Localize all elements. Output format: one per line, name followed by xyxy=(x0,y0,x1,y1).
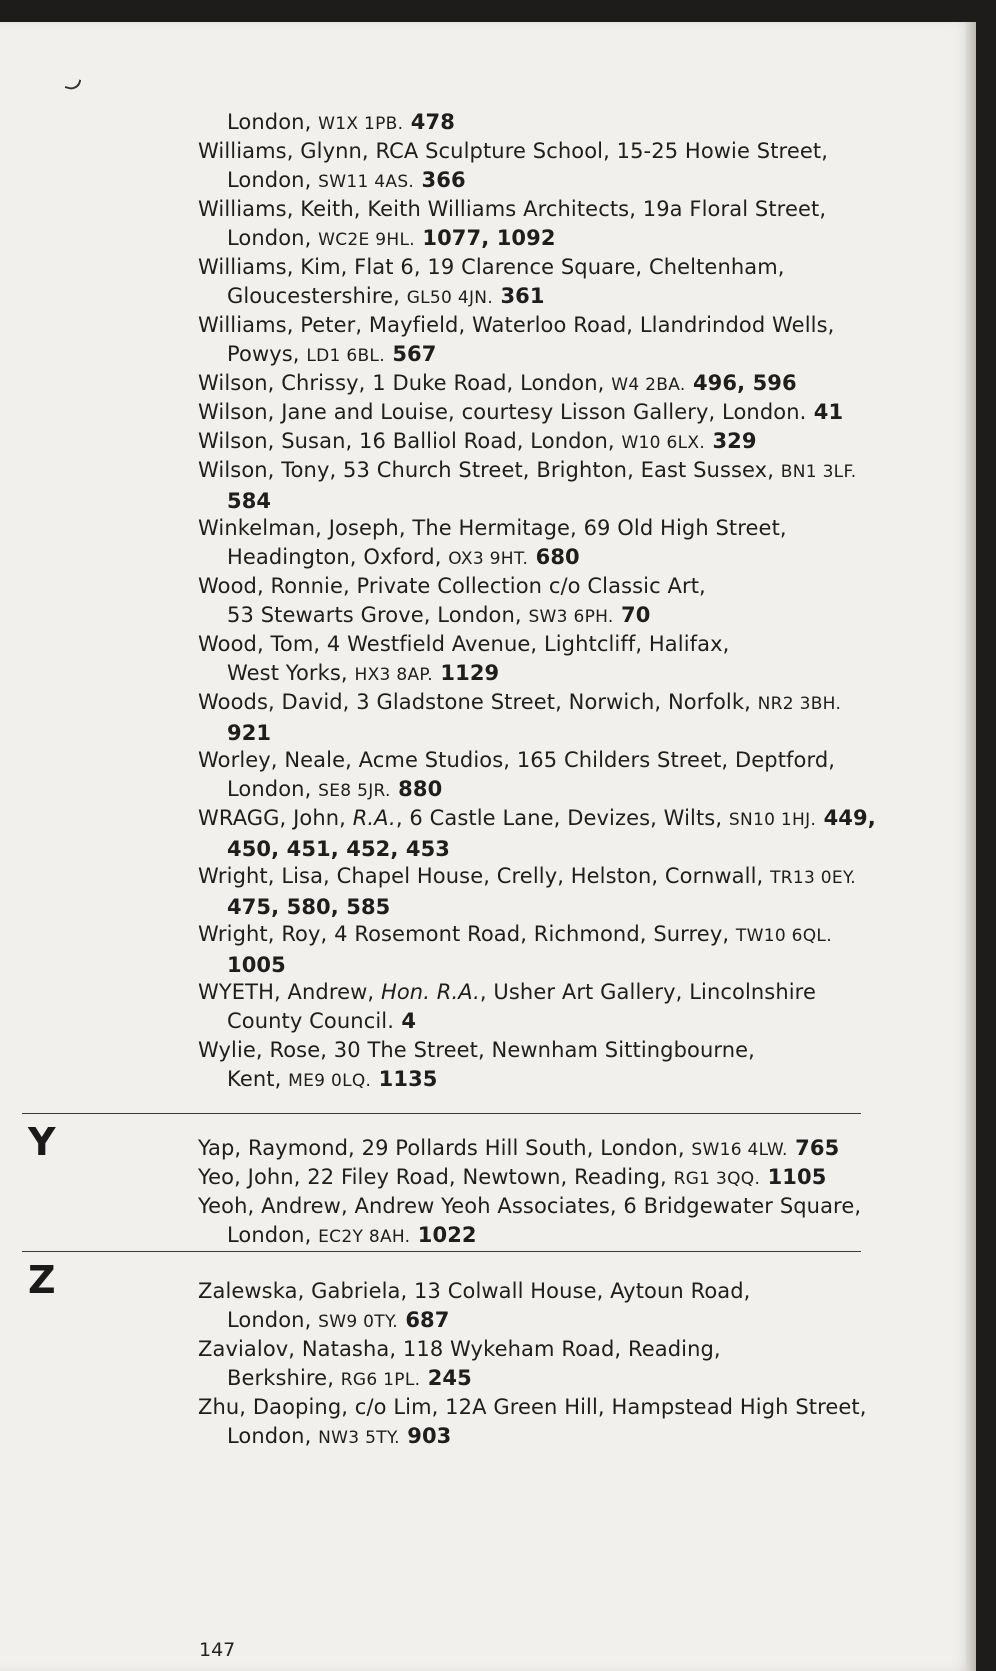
postcode: SN10 1HJ. xyxy=(728,810,817,830)
entry-text: Worley, Neale, Acme Studios, 165 Childers Street, Deptford, xyxy=(198,748,836,772)
entry-text: Winkelman, Joseph, The Hermitage, 69 Old High Street, xyxy=(198,516,787,540)
page-refs: 1077, 1092 xyxy=(414,226,556,250)
postcode: NW3 5TY. xyxy=(318,1428,400,1448)
page-refs: 1022 xyxy=(410,1223,477,1247)
entry-line xyxy=(198,746,835,775)
entry-line xyxy=(198,719,841,748)
entry-text: WRAGG, John, xyxy=(198,806,353,830)
entry-text: Williams, Keith, Keith Williams Architects, 19a Floral Street, xyxy=(198,197,827,221)
entry-text: Williams, Glynn, RCA Sculpture School, 15-25 Howie Street, xyxy=(198,139,828,163)
index-entry xyxy=(198,456,857,516)
postcode: LD1 6BL. xyxy=(306,346,385,366)
entry-text: Yeo, John, 22 Filey Road, Newtown, Reading, xyxy=(198,1165,674,1189)
entry-line xyxy=(198,688,841,719)
postcode: OX3 9HT. xyxy=(448,549,529,569)
entry-line xyxy=(198,311,834,340)
index-entry xyxy=(198,630,729,690)
index-entry xyxy=(198,137,828,197)
entry-line xyxy=(198,1007,816,1036)
page-refs: 449, xyxy=(816,806,876,830)
entry-line xyxy=(198,1393,867,1422)
page-refs: 41 xyxy=(806,400,844,424)
page-refs: 680 xyxy=(528,545,580,569)
index-entry xyxy=(198,311,834,371)
postcode: RG6 1PL. xyxy=(340,1370,421,1390)
entry-line xyxy=(198,572,706,601)
postcode: TW10 6QL. xyxy=(735,926,832,946)
index-entry xyxy=(198,427,757,458)
pencil-mark xyxy=(65,76,82,91)
page-refs: 1005 xyxy=(227,953,286,977)
postcode: EC2Y 8AH. xyxy=(318,1227,411,1247)
entry-title-italic: Hon. R.A. xyxy=(380,980,480,1004)
index-entry xyxy=(198,1335,721,1395)
entry-line xyxy=(198,1192,861,1221)
entry-text: Wood, Ronnie, Private Collection c/o Classic Art, xyxy=(198,574,706,598)
entry-text: Wright, Lisa, Chapel House, Crelly, Helston, Cornwall, xyxy=(198,864,771,888)
entry-text: West Yorks, xyxy=(227,661,355,685)
postcode: WC2E 9HL. xyxy=(318,230,415,250)
index-entry xyxy=(198,398,843,427)
index-entry xyxy=(198,862,856,922)
page-refs: 70 xyxy=(613,603,651,627)
entry-line xyxy=(198,1065,755,1096)
entry-text: London, xyxy=(227,777,319,801)
entry-line xyxy=(198,253,785,282)
entry-line xyxy=(198,1422,867,1453)
page-refs: 765 xyxy=(787,1136,840,1160)
entry-text: Wilson, Chrissy, 1 Duke Road, London, xyxy=(198,371,612,395)
entry-text: Zavialov, Natasha, 118 Wykeham Road, Reading, xyxy=(198,1337,721,1361)
entry-text: Williams, Peter, Mayfield, Waterloo Road, Llandrindod Wells, xyxy=(198,313,835,337)
index-entry xyxy=(198,804,876,864)
entry-line xyxy=(198,1335,721,1364)
page-number: 147 xyxy=(199,1639,236,1661)
entry-text: Headington, Oxford, xyxy=(227,545,449,569)
entry-line xyxy=(198,1306,750,1337)
entry-line xyxy=(198,1163,826,1194)
entry-text: Powys, xyxy=(227,342,307,366)
entry-line xyxy=(198,340,834,371)
postcode: SW11 4AS. xyxy=(318,172,415,192)
entry-line xyxy=(198,1036,755,1065)
page-refs: 687 xyxy=(397,1308,450,1332)
entry-text: Kent, xyxy=(227,1067,289,1091)
entry-text: Yeoh, Andrew, Andrew Yeoh Associates, 6 Bridgewater Square, xyxy=(198,1194,862,1218)
entry-line xyxy=(198,543,787,574)
index-entry xyxy=(198,1393,867,1453)
section-letter-z: Z xyxy=(28,1258,56,1302)
entry-text: London, xyxy=(227,226,319,250)
index-entry xyxy=(198,1192,861,1252)
page-refs: 450, 451, 452, 453 xyxy=(227,837,451,861)
postcode: HX3 8AP. xyxy=(354,665,433,685)
page-refs: 361 xyxy=(493,284,545,308)
entry-line xyxy=(198,1221,861,1252)
index-entry xyxy=(198,746,835,806)
postcode: W1X 1PB. xyxy=(318,114,404,134)
postcode: W4 2BA. xyxy=(611,375,686,395)
entry-line xyxy=(198,862,856,893)
entry-line xyxy=(198,456,857,487)
index-entry xyxy=(198,1134,839,1165)
entry-line xyxy=(198,427,757,458)
entry-text: WYETH, Andrew, xyxy=(198,980,381,1004)
page-refs: 478 xyxy=(403,110,455,134)
page-refs: 1135 xyxy=(371,1067,438,1091)
postcode: SW16 4LW. xyxy=(691,1140,788,1160)
entry-line xyxy=(198,835,876,864)
index-entry xyxy=(198,1036,755,1096)
index-entry xyxy=(198,1277,750,1337)
entry-text: Zhu, Daoping, c/o Lim, 12A Green Hill, Hampstead High Street, xyxy=(198,1395,867,1419)
entry-text: Wood, Tom, 4 Westfield Avenue, Lightcliff, Halifax, xyxy=(198,632,730,656)
entry-text: Woods, David, 3 Gladstone Street, Norwich, Norfolk, xyxy=(198,690,758,714)
entry-line xyxy=(198,282,785,313)
postcode: SW3 6PH. xyxy=(528,607,614,627)
postcode: RG1 3QQ. xyxy=(673,1169,761,1189)
entry-text: Gloucestershire, xyxy=(227,284,407,308)
entry-line xyxy=(198,195,826,224)
entry-text: , Usher Art Gallery, Lincolnshire xyxy=(479,980,816,1004)
entry-line xyxy=(198,514,787,543)
page-refs: 1129 xyxy=(433,661,500,685)
entry-text: County Council. xyxy=(227,1009,394,1033)
postcode: NR2 3BH. xyxy=(757,694,842,714)
entry-line xyxy=(198,224,826,255)
entry-line xyxy=(198,978,816,1007)
entry-line xyxy=(198,166,828,197)
entry-text: London, xyxy=(227,110,319,134)
section-divider-z xyxy=(22,1251,861,1252)
entry-line xyxy=(198,487,857,516)
entry-text: 53 Stewarts Grove, London, xyxy=(227,603,529,627)
postcode: GL50 4JN. xyxy=(406,288,494,308)
entry-text: Yap, Raymond, 29 Pollards Hill South, London, xyxy=(198,1136,692,1160)
page-refs: 329 xyxy=(705,429,757,453)
entry-text: Berkshire, xyxy=(227,1366,341,1390)
entry-text: Wilson, Susan, 16 Balliol Road, London, xyxy=(198,429,622,453)
postcode: BN1 3LF. xyxy=(780,462,857,482)
entry-line xyxy=(198,601,706,632)
entry-text: Wright, Roy, 4 Rosemont Road, Richmond, Surrey, xyxy=(198,922,736,946)
page-refs: 475, 580, 585 xyxy=(227,895,391,919)
entry-text: Zalewska, Gabriela, 13 Colwall House, Aytoun Road, xyxy=(198,1279,751,1303)
entry-line xyxy=(198,920,832,951)
entry-text: Wilson, Tony, 53 Church Street, Brighton, East Sussex, xyxy=(198,458,781,482)
page-refs: 880 xyxy=(390,777,443,801)
index-entry xyxy=(198,920,832,980)
entry-text: Williams, Kim, Flat 6, 19 Clarence Square, Cheltenham, xyxy=(198,255,785,279)
index-entry xyxy=(198,572,706,632)
entry-line xyxy=(198,630,729,659)
page-refs: 1105 xyxy=(760,1165,827,1189)
postcode: SE8 5JR. xyxy=(318,781,391,801)
index-entry xyxy=(198,108,455,139)
page-refs: 584 xyxy=(227,489,272,513)
page-refs: 496, 596 xyxy=(685,371,797,395)
book-page xyxy=(0,22,976,1671)
page-refs: 4 xyxy=(394,1009,417,1033)
index-entry xyxy=(198,253,785,313)
entry-text: London, xyxy=(227,1308,319,1332)
postcode: SW9 0TY. xyxy=(318,1312,398,1332)
section-divider-y xyxy=(22,1113,861,1114)
entry-text: , 6 Castle Lane, Devizes, Wilts, xyxy=(395,806,729,830)
entry-line xyxy=(198,893,856,922)
index-entry xyxy=(198,978,816,1036)
index-entry xyxy=(198,195,826,255)
postcode: TR13 0EY. xyxy=(770,868,856,888)
page-refs: 567 xyxy=(384,342,437,366)
entry-line xyxy=(198,369,797,400)
index-entry xyxy=(198,369,797,400)
page-refs: 245 xyxy=(420,1366,472,1390)
page-refs: 366 xyxy=(414,168,466,192)
entry-line xyxy=(198,137,828,166)
page-refs: 903 xyxy=(399,1424,452,1448)
entry-title-italic: R.A. xyxy=(352,806,396,830)
entry-text: Wilson, Jane and Louise, courtesy Lisson Gallery, London. xyxy=(198,400,807,424)
entry-line xyxy=(198,951,832,980)
entry-text: London, xyxy=(227,168,319,192)
page-edge xyxy=(966,22,976,1671)
entry-line xyxy=(198,804,876,835)
entry-line xyxy=(198,1277,750,1306)
entry-line xyxy=(198,775,835,806)
postcode: W10 6LX. xyxy=(621,433,706,453)
section-letter-y: Y xyxy=(28,1120,56,1164)
index-entry xyxy=(198,1163,826,1194)
entry-text: London, xyxy=(227,1424,319,1448)
entry-line xyxy=(198,398,843,427)
entry-text: London, xyxy=(227,1223,319,1247)
entry-text: Wylie, Rose, 30 The Street, Newnham Sittingbourne, xyxy=(198,1038,755,1062)
index-entry xyxy=(198,514,787,574)
postcode: ME9 0LQ. xyxy=(288,1071,372,1091)
page-refs: 921 xyxy=(227,721,272,745)
entry-line xyxy=(198,1134,839,1165)
entry-line xyxy=(198,1364,721,1395)
index-entry xyxy=(198,688,841,748)
entry-line xyxy=(198,659,729,690)
entry-line xyxy=(198,108,455,139)
